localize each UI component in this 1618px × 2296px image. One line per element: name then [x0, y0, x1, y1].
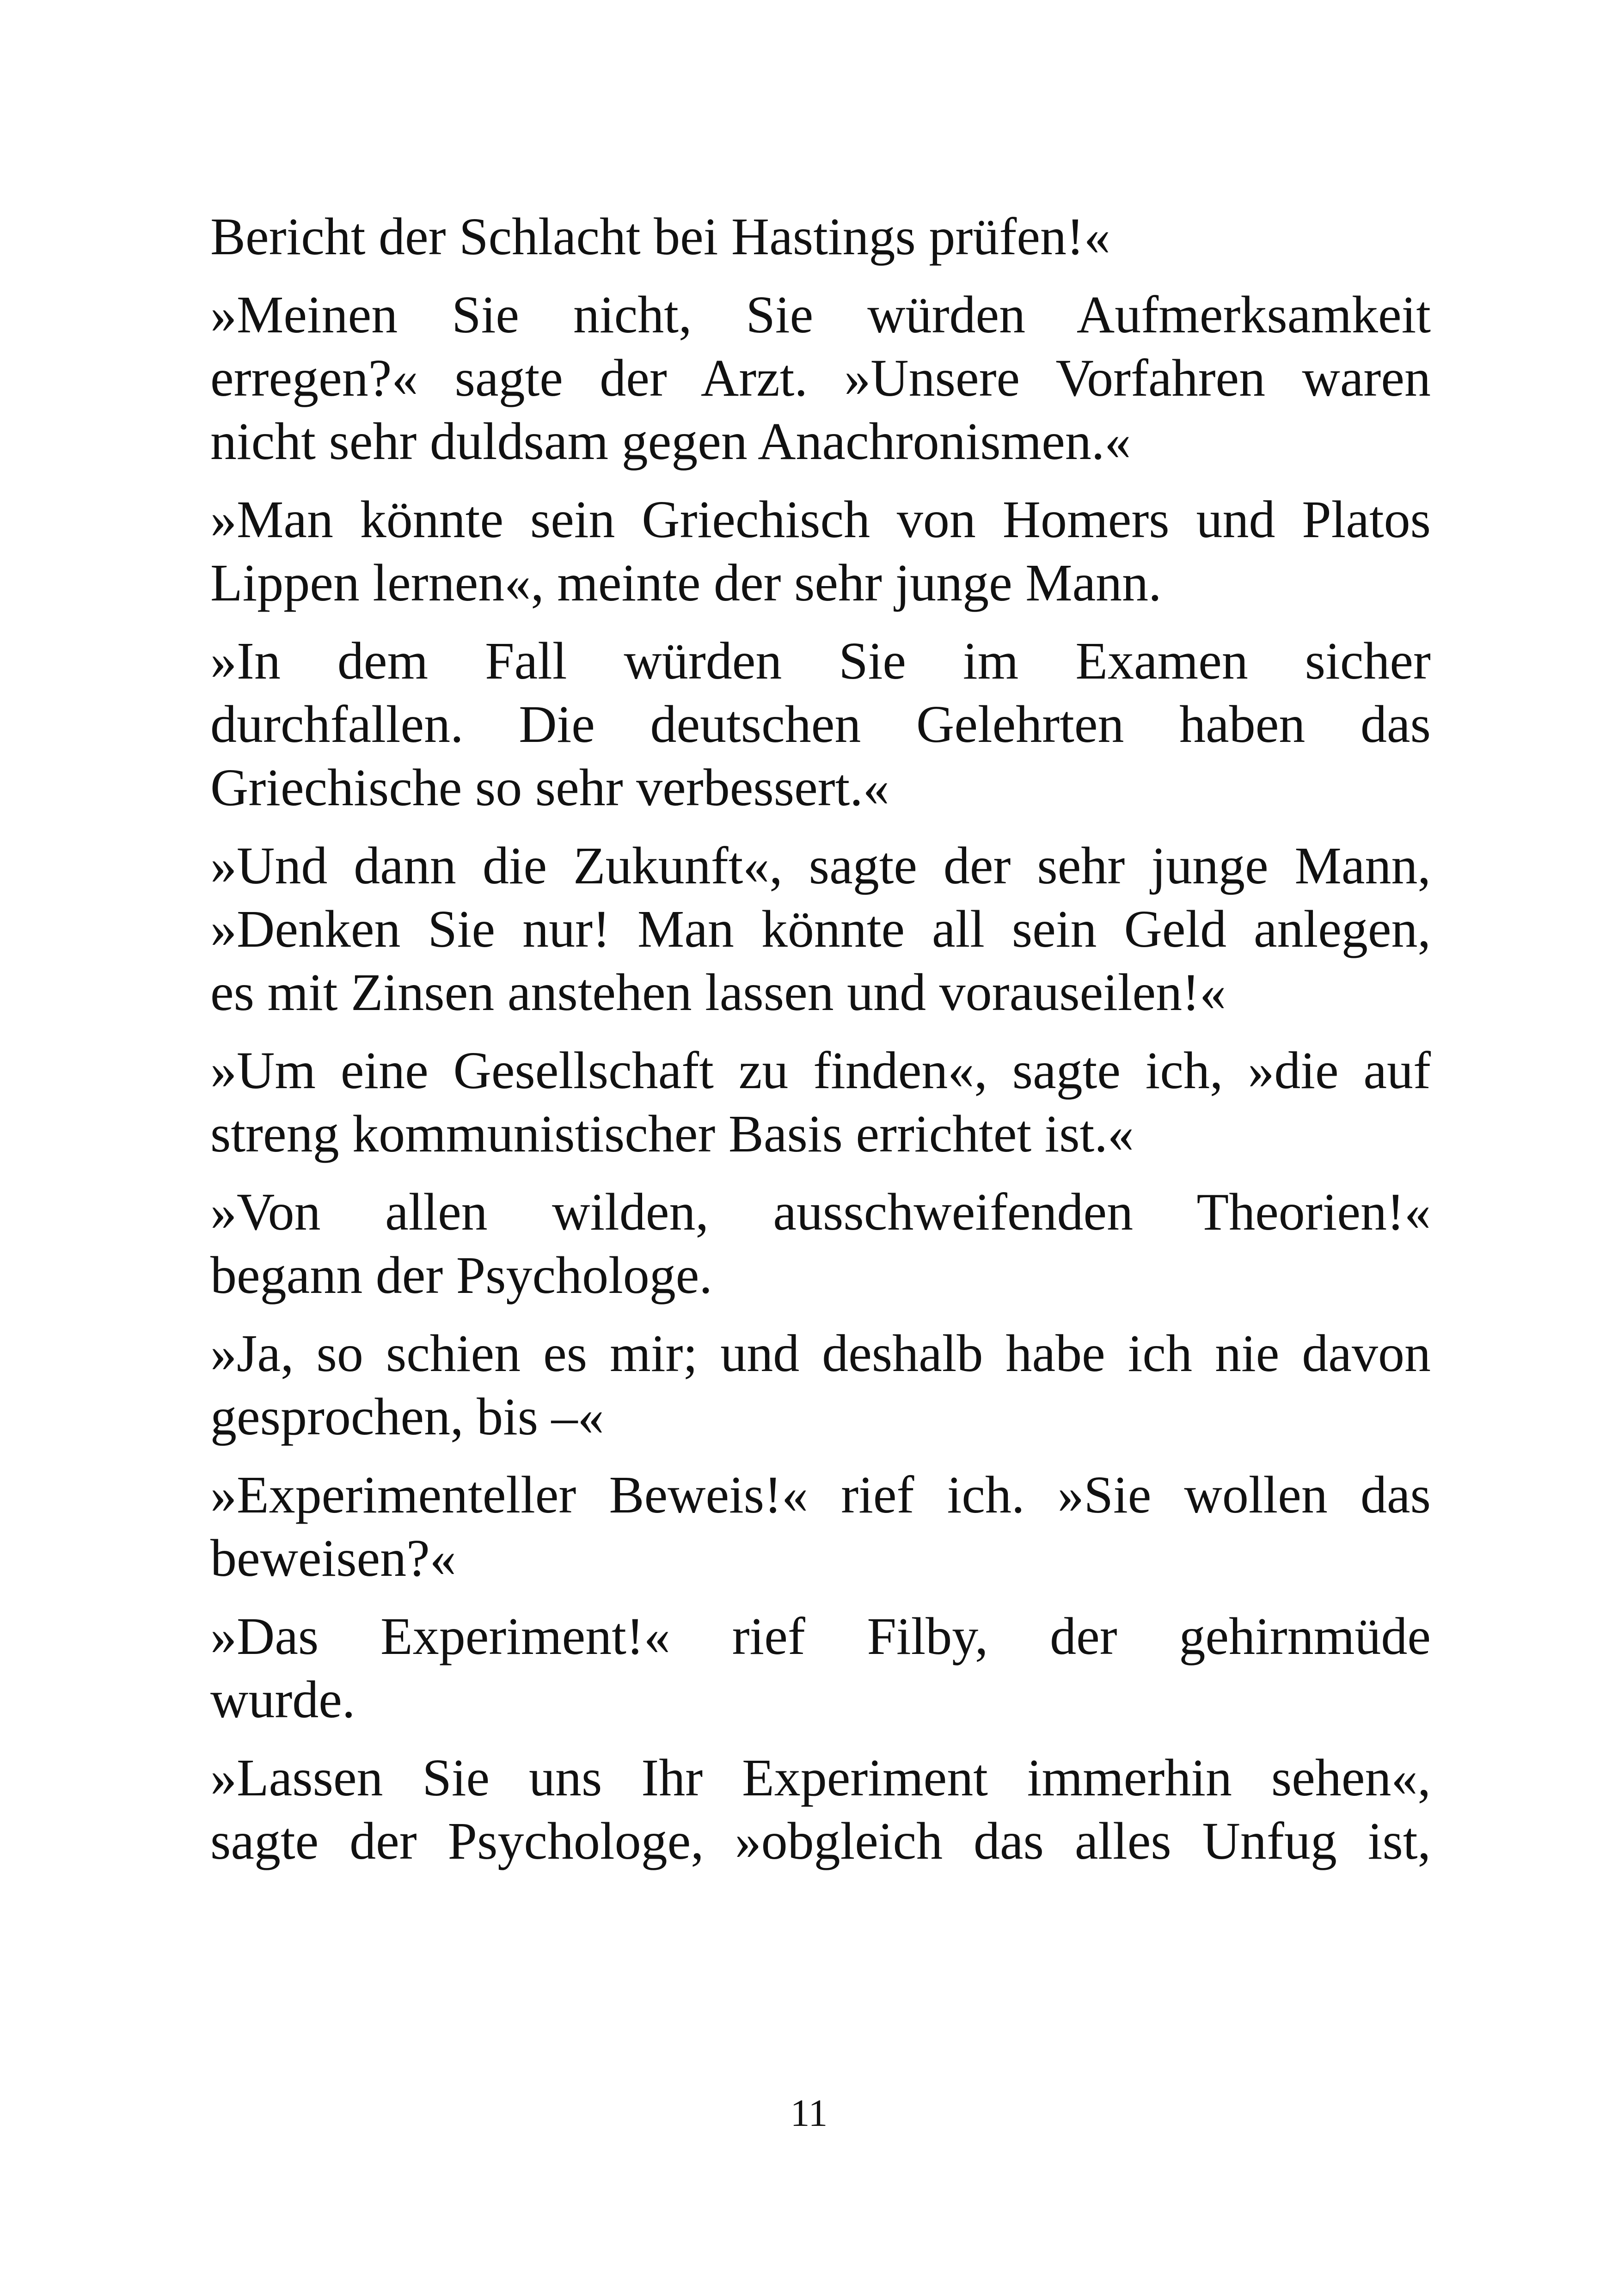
text-line: »Experimenteller Beweis!« rief ich. »Sie wollen das — [210, 1465, 1431, 1524]
paragraph-2 — [210, 283, 1431, 473]
text-line: »Lassen Sie uns Ihr Experiment immerhin sehen«, — [210, 1748, 1431, 1807]
text-line: durchfallen. Die deutschen Gelehrten haben das — [210, 695, 1431, 753]
paragraph-6 — [210, 1039, 1431, 1165]
paragraph-9 — [210, 1463, 1431, 1590]
text-line: streng kommunistischer Basis errichtet ist.« — [210, 1104, 1134, 1163]
paragraph-1 — [210, 205, 1431, 268]
text-line: »Um eine Gesellschaft zu finden«, sagte ich, »die auf — [210, 1041, 1431, 1100]
paragraph-3 — [210, 488, 1431, 614]
text-line: erregen?« sagte der Arzt. »Unsere Vorfahren waren — [210, 349, 1431, 407]
text-line: Griechische so sehr verbessert.« — [210, 758, 889, 817]
text-line: »Man könnte sein Griechisch von Homers und Platos — [210, 490, 1431, 549]
text-line: begann der Psychologe. — [210, 1246, 712, 1304]
text-line: nicht sehr duldsam gegen Anachronismen.« — [210, 412, 1131, 471]
text-line: »Von allen wilden, ausschweifenden Theorien!« — [210, 1182, 1431, 1241]
paragraph-11 — [210, 1746, 1431, 1873]
text-line: beweisen?« — [210, 1529, 456, 1587]
text-line: es mit Zinsen anstehen lassen und vorauseilen!« — [210, 963, 1226, 1022]
paragraph-5 — [210, 834, 1431, 1024]
text-line: »Denken Sie nur! Man könnte all sein Geld anlegen, — [210, 900, 1431, 958]
text-line: Lippen lernen«, meinte der sehr junge Mann. — [210, 553, 1162, 612]
text-line: »Und dann die Zukunft«, sagte der sehr junge Mann, — [210, 836, 1431, 895]
text-line: wurde. — [210, 1670, 355, 1729]
paragraph-7 — [210, 1180, 1431, 1307]
text-line: gesprochen, bis –« — [210, 1387, 604, 1446]
text-line: »Ja, so schien es mir; und deshalb habe ich nie davon — [210, 1324, 1431, 1383]
page-body — [210, 205, 1431, 1887]
paragraph-4 — [210, 629, 1431, 819]
text-line: »In dem Fall würden Sie im Examen sicher — [210, 631, 1431, 690]
text-line: »Meinen Sie nicht, Sie würden Aufmerksamkeit — [210, 285, 1431, 344]
text-line: »Das Experiment!« rief Filby, der gehirnmüde — [210, 1607, 1431, 1665]
text-line: sagte der Psychologe, »obgleich das alles Unfug ist, — [210, 1812, 1431, 1870]
paragraph-10 — [210, 1604, 1431, 1731]
page-number: 11 — [790, 2092, 828, 2135]
paragraph-8 — [210, 1322, 1431, 1448]
text-line: Bericht der Schlacht bei Hastings prüfen!« — [210, 207, 1110, 266]
